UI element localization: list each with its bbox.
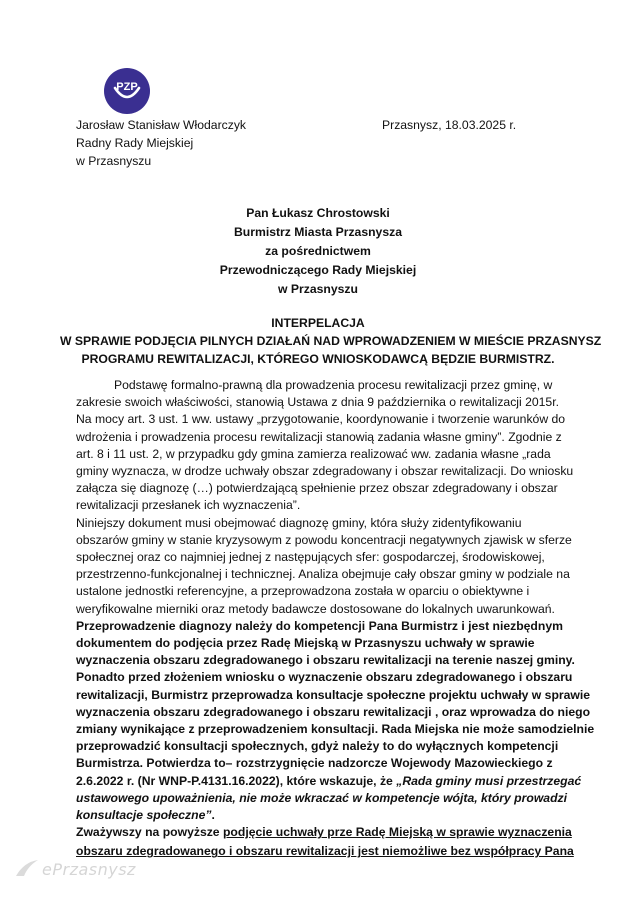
body-line: wdrożenia i prowadzenia procesu rewitalizacji stanowią zadania własne gminy”. Zgodnie z (76, 429, 562, 444)
logo-letters: PZP (116, 81, 138, 93)
title-line: PROGRAMU REWITALIZACJI, KTÓREGO WNIOSKODAWCĄ BĘDZIE BURMISTRZ. (81, 352, 555, 366)
addressee-line: w Przasnyszu (278, 282, 358, 296)
underlined-line: obszaru zdegradowanego i obszaru rewitalizacji jest niemożliwe bez współpracy Pana (76, 844, 574, 859)
eprzasnysz-watermark (14, 856, 136, 882)
bird-swoosh-icon (14, 858, 40, 880)
body-line-bold: zmiany wynikające z przeprowadzeniem konsultacji. Rada Miejska nie może samodzielnie (76, 722, 595, 737)
body-line: weryfikowalne mierniki oraz metody badawcze dostosowane do lokalnych uwarunkowań. (76, 601, 555, 616)
title-line: W SPRAWIE PODJĘCIA PILNYCH DZIAŁAŃ NAD WPROWADZENIEM W MIEŚCIE PRZASNYSZ (60, 334, 602, 348)
body-line-bold: rewitalizacji, Burmistrz przeprowadza konsultacje społeczne projektu uchwały w sprawie (76, 687, 591, 702)
sender-name: Jarosław Stanisław Włodarczyk (76, 118, 247, 132)
body-line-bold: przeprowadzić konsultacji społecznych, gdyż należy to do wyłącznych kompetencji (76, 739, 559, 754)
body-line: społecznej oraz co najmniej jednej z następujących sfer: gospodarczej, środowiskowej, (76, 550, 545, 565)
sender-role: Radny Rady Miejskiej (76, 136, 194, 150)
body-line: zakresie swoich właściwości, stanowią Ustawa z dnia 9 października o rewitalizacji 2015r. (76, 395, 559, 410)
body-line-bold: Przeprowadzenie diagnozy należy do kompetencji Pana Burmistrz i jest niezbędnym (76, 618, 563, 633)
body-text: Zważywszy na powyższe (76, 825, 223, 840)
body-line: Niniejszy dokument musi obejmować diagnozę gminy, która służy zidentyfikowaniu (76, 515, 522, 530)
document-body (76, 377, 595, 861)
body-line: Na mocy art. 3 ust. 1 ww. ustawy „przygotowanie, koordynowanie i tworzenie warunków do (76, 412, 566, 427)
body-line: Podstawę formalno-prawną dla prowadzenia procesu rewitalizacji przez gminę, w (114, 378, 553, 392)
body-line-bold: wyznaczenia obszaru zdegradowanego i obszaru rewitalizacji na terenie naszej gminy. (76, 653, 575, 668)
addressee-line: Przewodniczącego Rady Miejskiej (219, 263, 417, 277)
addressee-line: Pan Łukasz Chrostowski (246, 206, 390, 220)
body-line: załącza się diagnozę (…) potwierdzającą spełnienie przez obszar zdegradowany i obszar (76, 481, 558, 496)
sender-place: w Przasnyszu (76, 154, 152, 168)
body-text: . (211, 808, 215, 823)
body-text: 2.6.2022 r. (Nr WNP-P.4131.16.2022), które wskazuje, że (76, 773, 397, 788)
body-line: gminy wyznacza, w drodze uchwały obszar zdegradowany i obszar rewitalizacji. Do wniosku (76, 464, 574, 479)
place-date: Przasnysz, 18.03.2025 r. (382, 118, 517, 132)
addressee-line: Burmistrz Miasta Przasnysza (234, 225, 402, 239)
body-line-bold (76, 824, 572, 841)
body-line: rewitalizacji przesłanek ich wyznaczenia”. (76, 498, 301, 513)
document-title (60, 314, 602, 368)
addressee-block (76, 204, 560, 299)
quote-text: „Rada gminy musi przestrzegać (396, 773, 582, 788)
body-line: ustalone jednostki referencyjne, a przeprowadzona została w oparciu o obiektywne i (76, 584, 530, 599)
quote-line: ustawowego upoważnienia, nie może wkraczać w kompetencje wójta, który prowadzi (76, 790, 567, 805)
body-line-bold: Burmistrza. Potwierdza to– rozstrzygnięcie nadzorcze Wojewody Mazowieckiego z (76, 756, 553, 771)
sender-block (76, 116, 246, 170)
body-line: przestrzenno-funkcjonalnej i technicznej. Analiza obejmuje cały obszar gminy w podziale na (76, 567, 570, 582)
body-line-bold (76, 773, 582, 790)
watermark-text: ePrzasnysz (42, 859, 136, 879)
addressee-line: za pośrednictwem (265, 244, 371, 258)
quote-line (76, 807, 566, 824)
body-line: obszarów gminy w stanie kryzysowym z powodu koncentracji negatywnych zjawisk w sferze (76, 532, 572, 547)
body-line-bold: dokumentem do podjęcia przez Radę Miejską w Przasnyszu uchwały w sprawie (76, 636, 535, 651)
underlined-text: podjęcie uchwały prze Radę Miejską w sprawie wyznaczenia (222, 825, 572, 840)
pzp-logo-icon (104, 68, 150, 114)
body-line-bold: Ponadto przed złożeniem wniosku o wyznaczenie obszaru zdegradowanego i obszaru (76, 670, 573, 685)
quote-text: konsultacje społeczne” (76, 808, 212, 823)
body-line: art. 8 i 11 ust. 2, w przypadku gdy gmina zamierza realizować ww. zadania własne „rada (76, 446, 551, 461)
body-line-bold: wyznaczenia obszaru zdegradowanego i obszaru rewitalizacji , oraz wprowadza do niego (76, 704, 591, 719)
title-line: INTERPELACJA (271, 316, 365, 330)
